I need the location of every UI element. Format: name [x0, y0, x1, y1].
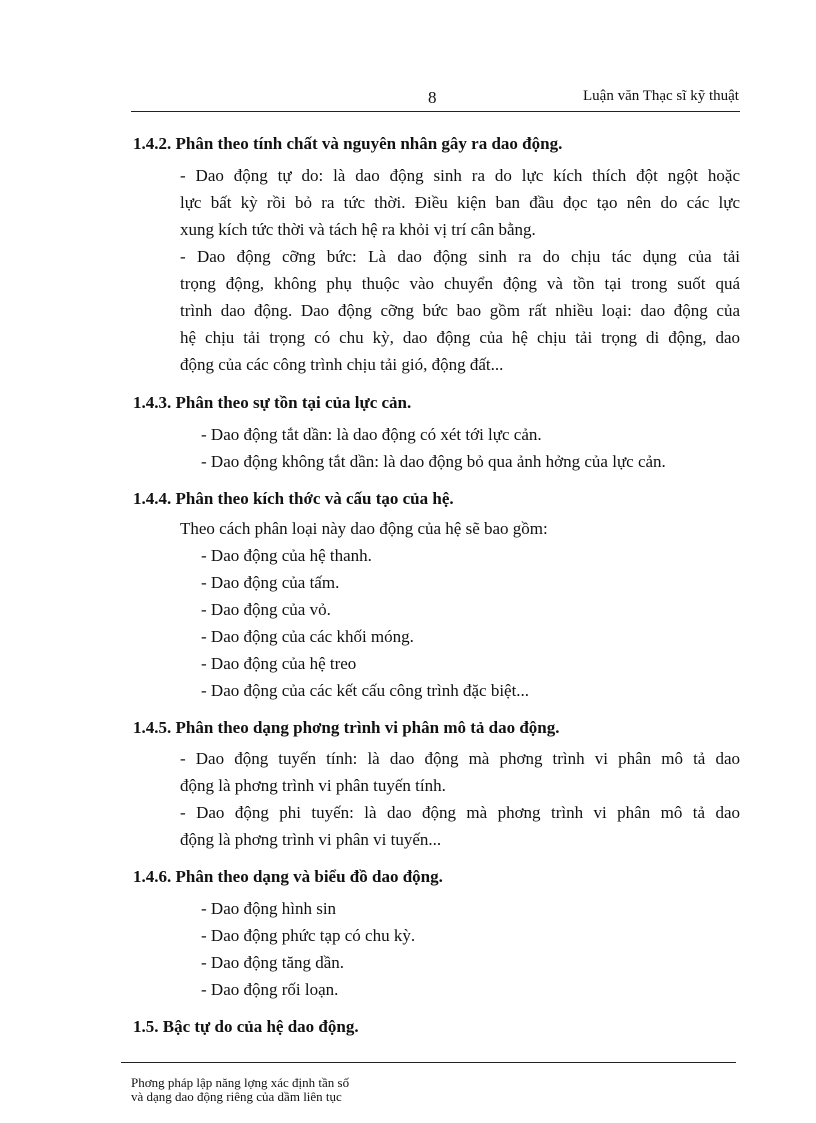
list-item: - Dao động của tấm. [201, 573, 340, 592]
paragraph-line: xung kích tức thời và tách hệ ra khỏi vị trí cân bằng. [180, 220, 536, 239]
header-rule [131, 111, 740, 112]
list-item: - Dao động phức tạp có chu kỳ. [201, 926, 416, 945]
page-number: 8 [428, 88, 437, 107]
running-title: Luận văn Thạc sĩ kỹ thuật [583, 88, 739, 104]
footer-line-1: Phơng pháp lập năng lợng xác định tần số [131, 1075, 350, 1090]
list-item: - Dao động hình sin [201, 899, 337, 918]
paragraph-line: - Dao động tự do: là dao động sinh ra do lực kích thích đột ngột hoặc [180, 166, 740, 185]
section-heading-1-4-6: 1.4.6. Phân theo dạng và biểu đồ dao động. [133, 867, 443, 886]
paragraph-line: hệ chịu tải trọng có chu kỳ, dao động của hệ chịu tải trọng di động, dao [180, 328, 740, 347]
paragraph-line: - Dao động cỡng bức: Là dao động sinh ra do chịu tác dụng của tải [180, 247, 740, 266]
section-heading-1-4-5: 1.4.5. Phân theo dạng phơng trình vi phân mô tả dao động. [133, 718, 560, 737]
section-heading-1-4-3: 1.4.3. Phân theo sự tồn tại của lực cản. [133, 393, 412, 412]
list-item: - Dao động của hệ treo [201, 654, 357, 673]
list-item: - Dao động rối loạn. [201, 980, 339, 999]
paragraph-line: - Dao động phi tuyến: là dao động mà phơng trình vi phân mô tả dao [180, 803, 740, 822]
paragraph-line: lực bất kỳ rồi bỏ ra tức thời. Điều kiện ban đầu đọc tạo nên do các lực [180, 193, 740, 212]
paragraph-line: động là phơng trình vi phân vi tuyến... [180, 830, 442, 849]
list-item: - Dao động không tắt dần: là dao động bỏ qua ảnh hởng của lực cản. [201, 452, 666, 471]
footer-rule [121, 1062, 736, 1063]
section-heading-1-4-4: 1.4.4. Phân theo kích thớc và cấu tạo của hệ. [133, 489, 454, 508]
section-heading-1-4-2: 1.4.2. Phân theo tính chất và nguyên nhân gây ra dao động. [133, 134, 563, 153]
list-item: - Dao động tăng dần. [201, 953, 345, 972]
list-item: - Dao động tắt dần: là dao động có xét tới lực cản. [201, 425, 542, 444]
paragraph-line: trọng động, không phụ thuộc vào chuyển động và tồn tại trong suốt quá [180, 274, 740, 293]
paragraph-line: trình dao động. Dao động cỡng bức bao gồm rất nhiều loại: dao động của [180, 301, 740, 320]
list-item: - Dao động của các kết cấu công trình đặc biệt... [201, 681, 530, 700]
list-item: - Dao động của các khối móng. [201, 627, 414, 646]
footer-line-2: và dạng dao động riêng của dầm liên tục [131, 1089, 342, 1104]
section-heading-1-5: 1.5. Bậc tự do của hệ dao động. [133, 1017, 359, 1036]
paragraph-line: - Dao động tuyến tính: là dao động mà phơng trình vi phân mô tả dao [180, 749, 740, 768]
section-intro: Theo cách phân loại này dao động của hệ sẽ bao gồm: [180, 519, 548, 538]
paragraph-line: động là phơng trình vi phân tuyến tính. [180, 776, 446, 795]
paragraph-line: động của các công trình chịu tải gió, động đất... [180, 355, 504, 374]
list-item: - Dao động của vỏ. [201, 600, 331, 619]
list-item: - Dao động của hệ thanh. [201, 546, 372, 565]
